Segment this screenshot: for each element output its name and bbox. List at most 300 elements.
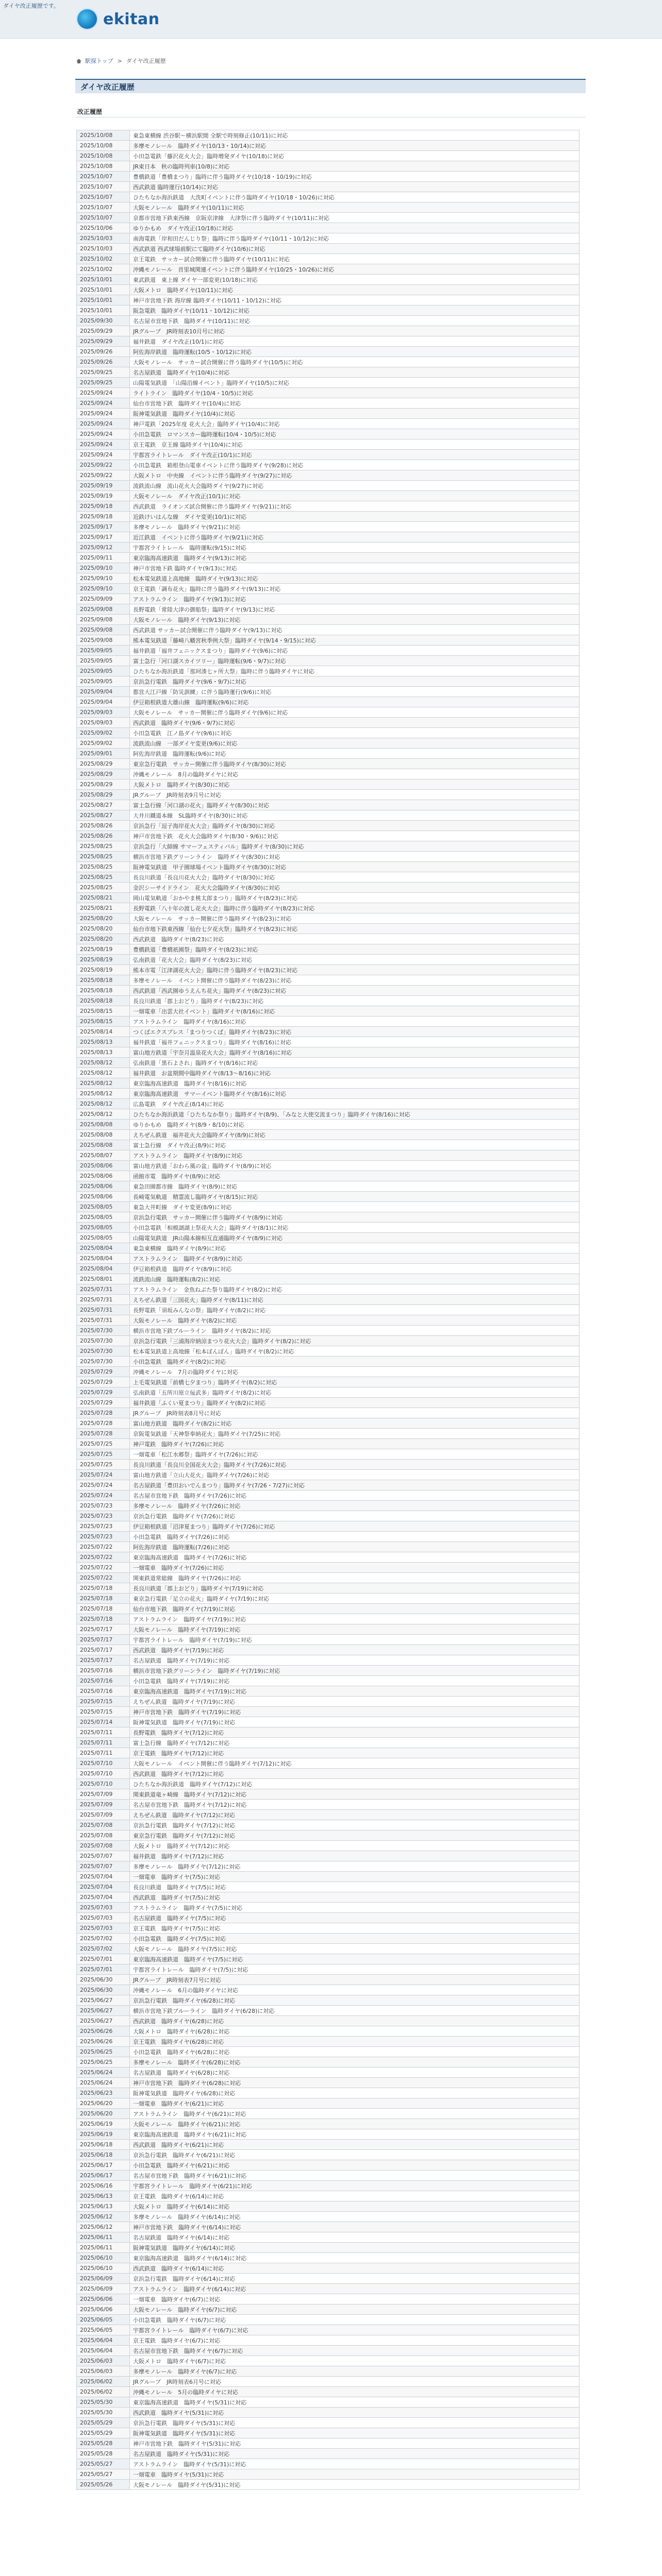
update-date: 2025/08/05 (77, 1212, 130, 1223)
update-text: 西武鉄道 臨時ダイヤ(6/21)に対応 (130, 2140, 580, 2150)
update-text: 小田急電鉄 江ノ島ダイヤ(9/6)に対応 (130, 728, 580, 738)
update-text: 京浜急行電鉄 サッカー開催に伴う臨時ダイヤ(8/9)に対応 (130, 1212, 580, 1223)
table-row (77, 1913, 580, 1923)
update-text: 仙台市地下鉄東西線「仙台七夕花火祭」臨時ダイヤ(8/23)に対応 (130, 924, 580, 934)
table-row (77, 1027, 580, 1037)
update-date: 2025/06/10 (77, 2253, 130, 2263)
update-date: 2025/09/25 (77, 378, 130, 388)
table-row (77, 2304, 580, 2315)
update-date: 2025/10/01 (77, 306, 130, 316)
update-text: 大阪モノレール 臨時ダイヤ(6/7)に対応 (130, 2304, 580, 2315)
update-text: 西武鉄道 臨時ダイヤ(8/23)に対応 (130, 934, 580, 944)
update-text: 京浜急行電鉄 臨時ダイヤ(7/12)に対応 (130, 1820, 580, 1831)
update-text: 西武鉄道 臨時ダイヤ(6/14)に対応 (130, 2263, 580, 2274)
update-text: 東京臨海高速鉄道 臨時ダイヤ(8/16)に対応 (130, 1078, 580, 1089)
update-text: 小田急電鉄 臨時ダイヤ(6/28)に対応 (130, 2047, 580, 2057)
update-text: 京浜急行「大師線 サマーフェスティバル」臨時ダイヤ(8/30)に対応 (130, 841, 580, 852)
table-row (77, 1171, 580, 1181)
update-date: 2025/06/03 (77, 2366, 130, 2377)
update-text: JR東日本 秋の臨時列車(10/8)に対応 (130, 161, 580, 172)
table-row (77, 1769, 580, 1779)
table-row (77, 2160, 580, 2171)
table-row (77, 1985, 580, 1995)
update-text: 小田急電鉄 臨時ダイヤ(7/26)に対応 (130, 1532, 580, 1542)
update-text: 大阪モノレール 臨時ダイヤ(10/11)に対応 (130, 202, 580, 213)
update-text: 富山地方鉄道「おわら風の盆」臨時ダイヤ(8/9)に対応 (130, 1161, 580, 1171)
update-text: 神戸電鉄 臨時ダイヤ(7/26)に対応 (130, 1439, 580, 1449)
update-text: 流鉄流山線 流山花火大会臨時ダイヤ(9/27)に対応 (130, 481, 580, 491)
update-text: 宇都宮ライトレール 臨時ダイヤ(7/5)に対応 (130, 1964, 580, 1975)
update-text: 京王電鉄 サッカー試合開催に伴う臨時ダイヤ(10/11)に対応 (130, 254, 580, 264)
update-text: 京浜急行電鉄 臨時ダイヤ(7/26)に対応 (130, 1511, 580, 1521)
update-text: 長野電鉄 臨時ダイヤ(7/12)に対応 (130, 1727, 580, 1738)
update-date: 2025/08/29 (77, 779, 130, 790)
table-row (77, 1676, 580, 1686)
table-row (77, 1532, 580, 1542)
update-text: 流鉄流山線 臨時運転(8/2)に対応 (130, 1274, 580, 1284)
update-text: 近鉄けいはんな線 ダイヤ変更(10/1)に対応 (130, 512, 580, 522)
update-text: 京王電鉄 臨時ダイヤ(6/14)に対応 (130, 2191, 580, 2201)
update-text: 一畑電車 臨時ダイヤ(7/26)に対応 (130, 1563, 580, 1573)
table-row (77, 2253, 580, 2263)
table-row (77, 233, 580, 244)
update-date: 2025/07/16 (77, 1676, 130, 1686)
update-text: 横浜市営地下鉄ブルーライン 臨時ダイヤ(6/28)に対応 (130, 2006, 580, 2016)
table-row (77, 1418, 580, 1429)
update-date: 2025/06/20 (77, 2098, 130, 2109)
update-date: 2025/08/06 (77, 1171, 130, 1181)
update-date: 2025/10/08 (77, 151, 130, 161)
update-text: えちぜん鉄道「三国花火」臨時ダイヤ(8/11)に対応 (130, 1295, 580, 1305)
update-text: 多摩モノレール 臨時ダイヤ(7/12)に対応 (130, 1861, 580, 1872)
table-row (77, 2469, 580, 2480)
update-date: 2025/09/05 (77, 656, 130, 666)
table-row (77, 532, 580, 543)
update-text: 京王電鉄「調布花火」臨時に伴う臨時ダイヤ(9/13)に対応 (130, 584, 580, 594)
table-row (77, 1748, 580, 1758)
table-row (77, 326, 580, 336)
update-date: 2025/07/23 (77, 1532, 130, 1542)
table-row (77, 646, 580, 656)
update-text: 大阪モノレール 臨時ダイヤ(8/2)に対応 (130, 1315, 580, 1326)
table-row (77, 1398, 580, 1408)
table-row (77, 439, 580, 450)
table-row (77, 336, 580, 347)
update-text: アストラムライン 臨時ダイヤ(8/16)に対応 (130, 1016, 580, 1027)
update-date: 2025/07/18 (77, 1614, 130, 1624)
update-date: 2025/07/09 (77, 1789, 130, 1800)
update-text: ひたちなか海浜鉄道 大洗町イベントに伴う臨時ダイヤ(10/18・10/26)に対応 (130, 192, 580, 202)
update-text: 仙台市地下鉄 臨時ダイヤ(7/19)に対応 (130, 1604, 580, 1614)
table-row (77, 625, 580, 635)
table-row (77, 1470, 580, 1480)
update-text: 京浜急行電鉄 臨時ダイヤ(5/31)に対応 (130, 2418, 580, 2428)
update-text: アストラムライン 臨時ダイヤ(8/9)に対応 (130, 1150, 580, 1161)
update-date: 2025/09/22 (77, 460, 130, 470)
update-text: 大阪モノレール サッカー開催に伴う臨時ダイヤ(9/6)に対応 (130, 707, 580, 718)
table-row (77, 429, 580, 439)
table-row (77, 543, 580, 553)
update-date: 2025/07/03 (77, 1903, 130, 1913)
update-date: 2025/07/02 (77, 1934, 130, 1944)
update-text: 神戸市営地下鉄 海岸線 臨時ダイヤ(10/11・10/12)に対応 (130, 295, 580, 306)
table-row (77, 2129, 580, 2140)
update-text: 名古屋市営地下鉄 臨時ダイヤ(7/26)に対応 (130, 1490, 580, 1501)
update-date: 2025/10/03 (77, 233, 130, 244)
table-row (77, 697, 580, 707)
table-row (77, 2026, 580, 2037)
table-row (77, 244, 580, 254)
update-text: 福井鉄道 ダイヤ改正(10/1)に対応 (130, 336, 580, 347)
table-row (77, 2449, 580, 2459)
update-date: 2025/09/10 (77, 584, 130, 594)
table-row (77, 1078, 580, 1089)
update-text: 名古屋鉄道 臨時ダイヤ(10/4)に対応 (130, 367, 580, 378)
update-text: 名古屋市営地下鉄 臨時ダイヤ(10/11)に対応 (130, 316, 580, 326)
table-row (77, 2057, 580, 2067)
update-text: 西武鉄道 ライオンズ試合開催に伴う臨時ダイヤ(9/21)に対応 (130, 501, 580, 512)
update-text: 横浜市営地下鉄グリーンライン 臨時ダイヤ(7/19)に対応 (130, 1666, 580, 1676)
breadcrumb-separator: > (117, 57, 122, 64)
update-text: 富士急行線 臨時ダイヤ(7/12)に対応 (130, 1738, 580, 1748)
update-date: 2025/08/08 (77, 1140, 130, 1150)
update-date: 2025/06/18 (77, 2140, 130, 2150)
table-row (77, 295, 580, 306)
table-row (77, 656, 580, 666)
table-row (77, 821, 580, 831)
table-row (77, 1140, 580, 1150)
update-text: ライトライン 臨時ダイヤ(10/4・10/5)に対応 (130, 388, 580, 398)
update-date: 2025/06/30 (77, 1985, 130, 1995)
update-text: 阪神電気鉄道 臨時ダイヤ(6/28)に対応 (130, 2088, 580, 2098)
update-date: 2025/06/26 (77, 2026, 130, 2037)
table-row (77, 1253, 580, 1264)
update-text: 京阪電気鉄道「天神祭奉納花火」臨時ダイヤ(7/25)に対応 (130, 1429, 580, 1439)
update-date: 2025/07/29 (77, 1398, 130, 1408)
update-date: 2025/07/29 (77, 1377, 130, 1387)
update-date: 2025/07/09 (77, 1810, 130, 1820)
update-date: 2025/07/08 (77, 1831, 130, 1841)
table-row (77, 687, 580, 697)
update-date: 2025/08/13 (77, 1047, 130, 1058)
update-date: 2025/06/12 (77, 2212, 130, 2222)
table-row (77, 223, 580, 233)
update-text: JRグループ JR時刻表10月号に対応 (130, 326, 580, 336)
table-row (77, 1016, 580, 1027)
update-text: 宇都宮ライトレール 臨時ダイヤ(6/7)に対応 (130, 2325, 580, 2335)
table-row (77, 1738, 580, 1748)
update-date: 2025/09/02 (77, 728, 130, 738)
update-text: 長崎電気軌道 精霊流し臨時ダイヤ(8/15)に対応 (130, 1192, 580, 1202)
update-date: 2025/07/16 (77, 1666, 130, 1676)
table-row (77, 1727, 580, 1738)
update-text: 富山地方鉄道「立山大花火」臨時ダイヤ(7/26)に対応 (130, 1470, 580, 1480)
breadcrumb-current: ダイヤ改正履歴 (126, 58, 166, 64)
update-date: 2025/10/01 (77, 285, 130, 295)
table-row (77, 1223, 580, 1233)
update-date: 2025/10/08 (77, 141, 130, 151)
update-date: 2025/05/29 (77, 2428, 130, 2438)
update-text: 京王電鉄 京王線 臨時ダイヤ(10/4)に対応 (130, 439, 580, 450)
update-text: 神戸市営地下鉄 臨時ダイヤ(7/19)に対応 (130, 1707, 580, 1717)
update-date: 2025/07/24 (77, 1470, 130, 1480)
table-row (77, 1284, 580, 1295)
update-date: 2025/10/06 (77, 223, 130, 233)
logo-globe-icon (76, 8, 98, 30)
table-row (77, 2201, 580, 2212)
update-date: 2025/07/30 (77, 1326, 130, 1336)
update-date: 2025/07/31 (77, 1315, 130, 1326)
table-row (77, 2418, 580, 2428)
table-row (77, 1697, 580, 1707)
table-row (77, 1944, 580, 1954)
update-date: 2025/09/24 (77, 450, 130, 460)
update-text: 関東鉄道常総線 臨時ダイヤ(7/26)に対応 (130, 1573, 580, 1583)
update-date: 2025/07/07 (77, 1851, 130, 1861)
update-date: 2025/06/30 (77, 1975, 130, 1985)
table-row (77, 1099, 580, 1109)
update-date: 2025/08/04 (77, 1243, 130, 1253)
update-date: 2025/09/17 (77, 532, 130, 543)
table-row (77, 275, 580, 285)
update-date: 2025/08/27 (77, 810, 130, 821)
update-date: 2025/09/22 (77, 470, 130, 481)
table-row (77, 2098, 580, 2109)
update-text: えちぜん鉄道 臨時ダイヤ(7/12)に対応 (130, 1810, 580, 1820)
update-text: 東京急行電鉄 臨時ダイヤ(7/12)に対応 (130, 1831, 580, 1841)
update-date: 2025/08/25 (77, 862, 130, 872)
update-date: 2025/08/12 (77, 1109, 130, 1120)
table-row (77, 1624, 580, 1635)
table-row (77, 2284, 580, 2294)
update-date: 2025/06/10 (77, 2263, 130, 2274)
update-date: 2025/07/24 (77, 1490, 130, 1501)
update-date: 2025/07/17 (77, 1655, 130, 1666)
update-text: 小田急電鉄 臨時ダイヤ(6/7)に対応 (130, 2315, 580, 2325)
update-date: 2025/06/16 (77, 2181, 130, 2191)
update-text: 京浜急行電鉄 臨時ダイヤ(6/21)に対応 (130, 2150, 580, 2160)
table-row (77, 1552, 580, 1563)
table-row (77, 398, 580, 409)
update-date: 2025/05/28 (77, 2438, 130, 2449)
updates-table (76, 130, 580, 2490)
table-row (77, 810, 580, 821)
update-text: 富山地方鉄道 臨時ダイヤ(8/2)に対応 (130, 1418, 580, 1429)
update-date: 2025/08/19 (77, 944, 130, 955)
table-row (77, 1563, 580, 1573)
update-text: 一畑電車 臨時ダイヤ(6/7)に対応 (130, 2294, 580, 2304)
update-text: 多摩モノレール 臨時ダイヤ(7/26)に対応 (130, 1501, 580, 1511)
table-row (77, 306, 580, 316)
update-text: 京王電鉄 臨時ダイヤ(6/7)に対応 (130, 2335, 580, 2346)
table-row (77, 2387, 580, 2397)
update-date: 2025/07/11 (77, 1727, 130, 1738)
update-date: 2025/09/08 (77, 604, 130, 615)
update-date: 2025/08/06 (77, 1192, 130, 1202)
table-row (77, 872, 580, 883)
update-text: 福井鉄道 お盆期間中臨時ダイヤ(8/13〜8/16)に対応 (130, 1068, 580, 1078)
update-text: 小田急電鉄 箱根登山電車イベントに伴う臨時ダイヤ(9/28)に対応 (130, 460, 580, 470)
update-text: 大阪モノレール 臨時ダイヤ(7/19)に対応 (130, 1624, 580, 1635)
table-row (77, 2171, 580, 2181)
header-tagline: ダイヤ改正履歴です。 (3, 3, 59, 9)
table-row (77, 615, 580, 625)
update-date: 2025/06/25 (77, 2047, 130, 2057)
update-date: 2025/09/10 (77, 573, 130, 584)
update-date: 2025/08/12 (77, 1089, 130, 1099)
update-text: 名古屋市営地下鉄 臨時ダイヤ(6/7)に対応 (130, 2346, 580, 2356)
update-date: 2025/07/09 (77, 1800, 130, 1810)
update-date: 2025/08/29 (77, 769, 130, 779)
table-row (77, 893, 580, 903)
update-date: 2025/08/01 (77, 1274, 130, 1284)
update-text: 松本電気鉄道上高地線 臨時ダイヤ(9/13)に対応 (130, 573, 580, 584)
update-text: 東京急行電鉄 サッカー開催に伴う臨時ダイヤ(8/30)に対応 (130, 759, 580, 769)
table-row (77, 378, 580, 388)
table-row (77, 470, 580, 481)
table-row (77, 316, 580, 326)
update-text: 大阪メトロ 臨時ダイヤ(6/28)に対応 (130, 2026, 580, 2037)
table-row (77, 2294, 580, 2304)
table-row (77, 1295, 580, 1305)
update-text: 阿佐海岸鉄道 臨時運転(10/5・10/12)に対応 (130, 347, 580, 357)
update-date: 2025/09/24 (77, 419, 130, 429)
table-row (77, 130, 580, 141)
table-row (77, 1387, 580, 1398)
update-text: 大阪モノレール 臨時ダイヤ(7/5)に対応 (130, 1944, 580, 1954)
update-text: 金沢シーサイドライン 花火大会臨時ダイヤ(8/30)に対応 (130, 883, 580, 893)
update-date: 2025/07/11 (77, 1738, 130, 1748)
table-row (77, 182, 580, 192)
update-text: 名古屋鉄道 臨時ダイヤ(6/14)に対応 (130, 2232, 580, 2243)
table-row (77, 2377, 580, 2387)
update-text: 沖縄モノレール 6月の臨時ダイヤに対応 (130, 1985, 580, 1995)
update-text: 伊豆箱根鉄道大雄山線 臨時運転(9/6)に対応 (130, 697, 580, 707)
table-row (77, 522, 580, 532)
update-date: 2025/08/20 (77, 913, 130, 924)
table-row (77, 1831, 580, 1841)
table-row (77, 769, 580, 779)
table-row (77, 1851, 580, 1861)
update-text: JRグループ JR時刻表7月号に対応 (130, 1975, 580, 1985)
table-row (77, 635, 580, 646)
table-row (77, 1892, 580, 1903)
update-text: 長良川鉄道 臨時ダイヤ(7/5)に対応 (130, 1882, 580, 1892)
table-row (77, 1480, 580, 1490)
update-text: 神戸市営地下鉄 臨時ダイヤ(9/13)に対応 (130, 563, 580, 573)
table-row (77, 1429, 580, 1439)
update-text: ゆりかもめ ダイヤ改正(10/18)に対応 (130, 223, 580, 233)
table-row (77, 285, 580, 295)
update-text: 京浜急行電鉄 臨時ダイヤ(9/6・9/7)に対応 (130, 676, 580, 687)
table-row (77, 2140, 580, 2150)
update-date: 2025/06/27 (77, 2006, 130, 2016)
table-row (77, 913, 580, 924)
update-date: 2025/08/27 (77, 800, 130, 810)
table-row (77, 2088, 580, 2098)
update-text: 西武鉄道 臨時ダイヤ(9/6・9/7)に対応 (130, 718, 580, 728)
table-row (77, 1810, 580, 1820)
update-date: 2025/07/18 (77, 1594, 130, 1604)
update-date: 2025/06/06 (77, 2304, 130, 2315)
update-text: 大阪メトロ 臨時ダイヤ(7/12)に対応 (130, 1841, 580, 1851)
update-date: 2025/10/08 (77, 161, 130, 172)
update-text: 近江鉄道 イベントに伴う臨時ダイヤ(9/21)に対応 (130, 532, 580, 543)
update-text: 長良川鉄道「長良川花火大会」臨時ダイヤ(8/30)に対応 (130, 872, 580, 883)
update-date: 2025/08/05 (77, 1202, 130, 1212)
update-date: 2025/07/30 (77, 1336, 130, 1346)
update-text: アストラムライン 臨時ダイヤ(8/9)に対応 (130, 1253, 580, 1264)
table-row (77, 1120, 580, 1130)
table-row (77, 202, 580, 213)
update-text: アストラムライン 臨時ダイヤ(9/13)に対応 (130, 594, 580, 604)
update-text: 名古屋鉄道「豊田おいでんまつり」臨時ダイヤ(7/26・7/27)に対応 (130, 1480, 580, 1490)
update-text: 仙台市営地下鉄 臨時ダイヤ(10/4)に対応 (130, 398, 580, 409)
breadcrumb-home-link[interactable]: 駅探トップ (85, 58, 113, 64)
update-text: 阪神電気鉄道 甲子園球場イベント臨時ダイヤ(8/30)に対応 (130, 862, 580, 872)
table-row (77, 2356, 580, 2366)
update-date: 2025/08/04 (77, 1253, 130, 1264)
table-row (77, 841, 580, 852)
table-row (77, 1212, 580, 1223)
update-date: 2025/08/06 (77, 1181, 130, 1192)
update-date: 2025/07/23 (77, 1501, 130, 1511)
update-date: 2025/06/11 (77, 2232, 130, 2243)
update-text: 京王電鉄 臨時ダイヤ(6/28)に対応 (130, 2037, 580, 2047)
update-date: 2025/07/15 (77, 1697, 130, 1707)
table-row (77, 1789, 580, 1800)
update-text: 富士急行線「河口湖の花火」臨時ダイヤ(8/30)に対応 (130, 800, 580, 810)
update-date: 2025/06/27 (77, 2016, 130, 2026)
update-date: 2025/07/07 (77, 1861, 130, 1872)
update-text: 長野電鉄「須坂みんなの祭」臨時ダイヤ(8/2)に対応 (130, 1305, 580, 1315)
table-row (77, 1233, 580, 1243)
table-row (77, 2335, 580, 2346)
update-date: 2025/06/19 (77, 2129, 130, 2140)
update-text: 多摩モノレール 臨時ダイヤ(10/13・10/14)に対応 (130, 141, 580, 151)
logo-text: ekitan (103, 10, 160, 28)
table-row (77, 1635, 580, 1645)
update-text: 阪神電気鉄道 臨時ダイヤ(10/4)に対応 (130, 409, 580, 419)
update-text: JRグループ JR時刻表8月号に対応 (130, 1408, 580, 1418)
update-date: 2025/08/26 (77, 831, 130, 841)
site-logo[interactable] (76, 8, 160, 30)
table-row (77, 481, 580, 491)
update-text: 富士急行「河口湖スカイツリー」臨時運転(9/6・9/7)に対応 (130, 656, 580, 666)
table-row (77, 1964, 580, 1975)
update-date: 2025/08/20 (77, 924, 130, 934)
update-date: 2025/06/18 (77, 2150, 130, 2160)
table-row (77, 1666, 580, 1676)
update-text: 名古屋鉄道 臨時ダイヤ(5/31)に対応 (130, 2449, 580, 2459)
update-date: 2025/08/15 (77, 1006, 130, 1016)
table-row (77, 2397, 580, 2408)
update-text: 東京臨海高速鉄道 臨時ダイヤ(9/13)に対応 (130, 553, 580, 563)
updates-table-body (77, 130, 580, 2490)
update-text: 阿佐海岸鉄道 臨時運転(9/6)に対応 (130, 749, 580, 759)
update-text: 長良川鉄道「長良川全国花火大会」臨時ダイヤ(7/26)に対応 (130, 1460, 580, 1470)
update-date: 2025/08/18 (77, 986, 130, 996)
table-row (77, 2212, 580, 2222)
update-text: 京都市営地下鉄東西線 京阪京津線 大津祭に伴う臨時ダイヤ(10/11)に対応 (130, 213, 580, 223)
update-text: 大阪メトロ 臨時ダイヤ(6/7)に対応 (130, 2356, 580, 2366)
update-text: 大阪メトロ 臨時ダイヤ(8/30)に対応 (130, 779, 580, 790)
update-date: 2025/07/02 (77, 1944, 130, 1954)
table-row (77, 1243, 580, 1253)
table-row (77, 553, 580, 563)
update-text: 長野電鉄「常陸大津の御船祭」臨時ダイヤ(9/13)に対応 (130, 604, 580, 615)
update-text: 大阪モノレール イベント開催に伴う臨時ダイヤ(7/12)に対応 (130, 1758, 580, 1769)
